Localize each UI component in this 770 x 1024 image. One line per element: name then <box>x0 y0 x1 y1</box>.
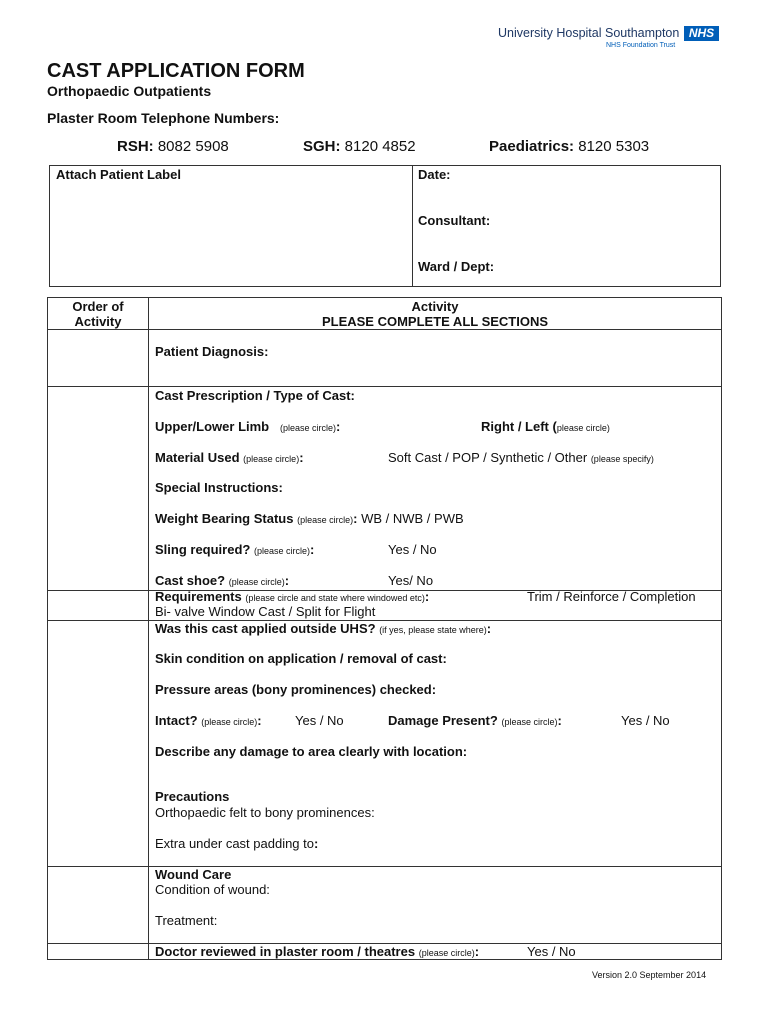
material-label: Material Used <box>155 450 240 465</box>
side-hint: please circle) <box>556 423 610 433</box>
requirements-label: Requirements <box>155 589 242 604</box>
version-footer: Version 2.0 September 2014 <box>592 970 707 980</box>
form-subtitle: Orthopaedic Outpatients <box>47 83 212 99</box>
phone-rsh-label: RSH: <box>117 138 154 155</box>
column-header-activity <box>149 299 721 329</box>
skin-condition[interactable]: Skin condition on application / removal of cast: <box>155 651 447 666</box>
material-options-text: Soft Cast / POP / Synthetic / Other <box>388 450 588 465</box>
shoe-label: Cast shoe? <box>155 573 226 588</box>
requirements-hint: (please circle and state where windowed etc) <box>245 593 425 603</box>
requirements-options[interactable]: Trim / Reinforce / Completion <box>527 589 696 604</box>
padding-colon: : <box>314 836 319 851</box>
consultant-field[interactable]: Consultant: <box>418 213 491 228</box>
ward-field[interactable]: Ward / Dept: <box>418 259 495 274</box>
material-colon: : <box>299 450 304 465</box>
material-used <box>155 450 304 465</box>
limb-colon: : <box>336 419 341 434</box>
extra-padding[interactable] <box>155 836 318 851</box>
wound-treatment[interactable]: Treatment: <box>155 913 218 928</box>
precautions-heading: Precautions <box>155 789 230 804</box>
special-instructions[interactable]: Special Instructions: <box>155 480 283 495</box>
column-header-activity-line2: PLEASE COMPLETE ALL SECTIONS <box>321 314 549 329</box>
limb-label: Upper/Lower Limb <box>155 419 270 434</box>
sling-required <box>155 542 314 557</box>
phone-rsh <box>117 138 229 155</box>
nhs-logo: NHS <box>684 26 719 41</box>
damage-options[interactable]: Yes / No <box>621 713 670 728</box>
requirements-colon: : <box>424 589 430 604</box>
sling-label: Sling required? <box>155 542 251 557</box>
describe-damage[interactable]: Describe any damage to area clearly with location: <box>155 744 468 759</box>
requirements-options-line2[interactable]: Bi- valve Window Cast / Split for Flight <box>155 604 376 619</box>
phone-paed-label: Paediatrics: <box>489 138 575 155</box>
column-header-order-line1: Order of <box>72 299 124 314</box>
doctor-label: Doctor reviewed in plaster room / theatres <box>155 944 416 959</box>
trust-name: NHS Foundation Trust <box>606 42 676 49</box>
damage-question <box>388 713 562 728</box>
phone-paed-number: 8120 5303 <box>578 138 650 155</box>
side-label: Right / Left ( <box>481 419 557 434</box>
doctor-options[interactable]: Yes / No <box>527 944 576 959</box>
sling-options[interactable]: Yes / No <box>388 542 437 557</box>
row-divider <box>47 866 722 867</box>
column-header-order-line2: Activity <box>74 314 122 329</box>
date-field[interactable]: Date: <box>418 167 451 182</box>
weight-hint: (please circle) <box>297 515 354 525</box>
phone-rsh-number: 8082 5908 <box>157 138 229 155</box>
outside-colon: : <box>486 621 492 636</box>
orthopaedic-felt[interactable]: Orthopaedic felt to bony prominences: <box>155 805 375 820</box>
organisation-name: University Hospital Southampton <box>498 26 680 40</box>
material-options-hint: (please specify) <box>590 454 654 464</box>
doctor-hint: (please circle) <box>418 948 475 958</box>
pressure-areas: Pressure areas (bony prominences) checked: <box>155 682 437 697</box>
padding-label: Extra under cast padding to <box>155 836 314 851</box>
side-selection[interactable] <box>481 419 610 434</box>
weight-colon: : <box>353 511 358 526</box>
table-column-divider <box>148 297 149 960</box>
applied-outside-uhs[interactable] <box>155 621 491 636</box>
phone-sgh-label: SGH: <box>303 138 341 155</box>
material-hint: (please circle) <box>243 454 300 464</box>
form-title: CAST APPLICATION FORM <box>47 60 305 82</box>
intact-options[interactable]: Yes / No <box>295 713 344 728</box>
table-header-divider <box>47 329 722 330</box>
column-header-order <box>48 299 148 329</box>
limb-hint: (please circle) <box>279 423 336 433</box>
intact-hint: (please circle) <box>201 717 258 727</box>
damage-colon: : <box>557 713 562 728</box>
material-options[interactable] <box>388 450 654 465</box>
intact-label: Intact? <box>155 713 198 728</box>
column-header-activity-line1: Activity <box>411 299 459 314</box>
cast-prescription-heading: Cast Prescription / Type of Cast: <box>155 388 355 403</box>
outside-label: Was this cast applied outside UHS? <box>155 621 376 636</box>
wound-care-heading: Wound Care <box>155 867 232 882</box>
phone-sgh-number: 8120 4852 <box>344 138 416 155</box>
row-divider <box>47 386 722 387</box>
sling-colon: : <box>310 542 315 557</box>
weight-options: WB / NWB / PWB <box>361 511 464 526</box>
shoe-colon: : <box>284 573 290 588</box>
sling-hint: (please circle) <box>253 546 310 556</box>
requirements <box>155 589 429 604</box>
outside-hint: (if yes, please state where) <box>379 625 487 635</box>
intact-colon: : <box>257 713 262 728</box>
shoe-options[interactable]: Yes/ No <box>388 573 434 588</box>
phone-sgh <box>303 138 416 155</box>
phone-heading: Plaster Room Telephone Numbers: <box>47 110 280 126</box>
weight-label: Weight Bearing Status <box>155 511 294 526</box>
damage-hint: (please circle) <box>501 717 558 727</box>
intact-question <box>155 713 262 728</box>
patient-label-area[interactable]: Attach Patient Label <box>56 167 181 182</box>
limb-selection[interactable] <box>155 419 340 434</box>
doctor-reviewed <box>155 944 479 959</box>
damage-label: Damage Present? <box>388 713 498 728</box>
cast-shoe <box>155 573 289 588</box>
wound-condition[interactable]: Condition of wound: <box>155 882 270 897</box>
weight-bearing-status[interactable] <box>155 511 464 526</box>
patient-box-divider <box>412 165 413 287</box>
patient-diagnosis[interactable]: Patient Diagnosis: <box>155 344 269 359</box>
patient-details-box <box>49 165 721 287</box>
shoe-hint: (please circle) <box>228 577 285 587</box>
doctor-colon: : <box>474 944 480 959</box>
phone-paediatrics <box>489 138 649 155</box>
